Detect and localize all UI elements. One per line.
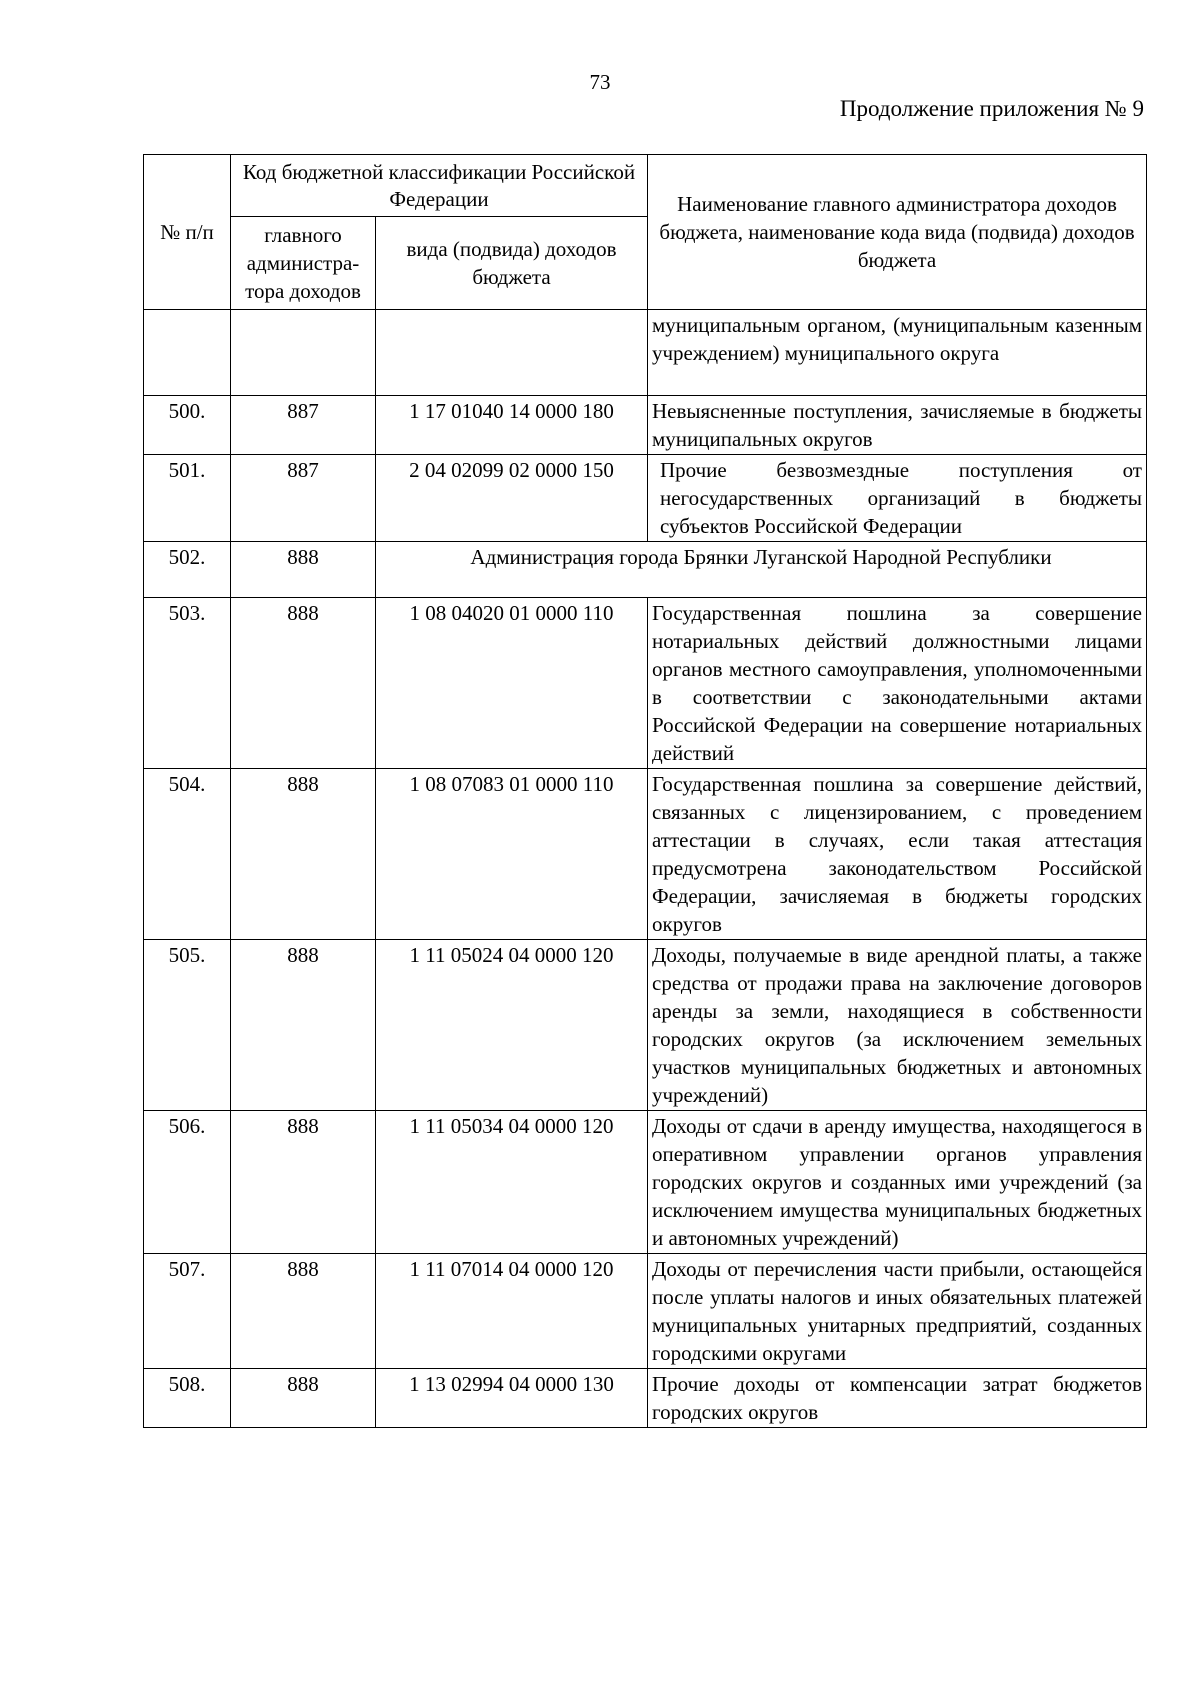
cell-admin: 888: [231, 1254, 376, 1369]
cell-code: 1 11 07014 04 0000 120: [376, 1254, 648, 1369]
cell-name: Государственная пошлина за совершение действий, связанных с лицензированием, с проведением аттестации в случаях, если такая аттестация предусмотрена законодательством Российской Федерации, зачисляемая в бюджеты городских округов: [648, 769, 1147, 940]
cell-num: [144, 310, 231, 396]
table-row: [144, 769, 1147, 940]
header-name: Наименование главного администратора доходов бюджета, наименование кода вида (подвида) доходов бюджета: [648, 155, 1147, 310]
cell-code: 1 11 05024 04 0000 120: [376, 940, 648, 1111]
cell-code: 2 04 02099 02 0000 150: [376, 455, 648, 542]
table-row: [144, 1369, 1147, 1428]
cell-name: муниципальным органом, (муниципальным казенным учреждением) муниципального округа: [648, 310, 1147, 396]
cell-code: 1 13 02994 04 0000 130: [376, 1369, 648, 1428]
cell-admin: 888: [231, 1369, 376, 1428]
table-row: [144, 940, 1147, 1111]
table-row: [144, 396, 1147, 455]
header-admin: главного администра-тора доходов: [231, 217, 376, 310]
cell-admin: [231, 310, 376, 396]
cell-name: Прочие безвозмездные поступления от негосударственных организаций в бюджеты субъектов Российской Федерации: [648, 455, 1147, 542]
cell-admin: 887: [231, 455, 376, 542]
header-classification-group: Код бюджетной классификации Российской Федерации: [231, 155, 648, 217]
cell-name: Доходы от перечисления части прибыли, остающейся после уплаты налогов и иных обязательных платежей муниципальных унитарных предприятий, созданных городскими округами: [648, 1254, 1147, 1369]
cell-num: 507.: [144, 1254, 231, 1369]
cell-name: Доходы от сдачи в аренду имущества, находящегося в оперативном управлении органов управления городских округов и созданных ими учреждений (за исключением имущества муниципальных бюджетных и автономных учреждений): [648, 1111, 1147, 1254]
cell-num: 508.: [144, 1369, 231, 1428]
table-row-administrator: [144, 542, 1147, 598]
cell-admin: 888: [231, 1111, 376, 1254]
table-row: [144, 1254, 1147, 1369]
cell-code: 1 11 05034 04 0000 120: [376, 1111, 648, 1254]
budget-classification-table: [143, 154, 1147, 1428]
table-row: [144, 1111, 1147, 1254]
cell-num: 504.: [144, 769, 231, 940]
cell-num: 502.: [144, 542, 231, 598]
table-row: [144, 598, 1147, 769]
cell-num: 503.: [144, 598, 231, 769]
cell-name: Доходы, получаемые в виде арендной платы, а также средства от продажи права на заключение договоров аренды за земли, находящиеся в собственности городских округов (за исключением земельных участков муниципальных бюджетных и автономных учреждений): [648, 940, 1147, 1111]
cell-num: 501.: [144, 455, 231, 542]
cell-name: Прочие доходы от компенсации затрат бюджетов городских округов: [648, 1369, 1147, 1428]
table-row: [144, 455, 1147, 542]
table-header: [144, 155, 1147, 310]
cell-code: 1 17 01040 14 0000 180: [376, 396, 648, 455]
header-code: вида (подвида) доходов бюджета: [376, 217, 648, 310]
cell-admin: 888: [231, 598, 376, 769]
cell-code: 1 08 04020 01 0000 110: [376, 598, 648, 769]
cell-admin: 888: [231, 769, 376, 940]
header-num: № п/п: [144, 155, 231, 310]
cell-name: Невыясненные поступления, зачисляемые в бюджеты муниципальных округов: [648, 396, 1147, 455]
cell-num: 500.: [144, 396, 231, 455]
cell-admin: 887: [231, 396, 376, 455]
cell-admin: 888: [231, 940, 376, 1111]
cell-admin: 888: [231, 542, 376, 598]
page-number: 73: [589, 70, 611, 94]
appendix-header: Продолжение приложения № 9: [839, 96, 1144, 121]
cell-num: 505.: [144, 940, 231, 1111]
cell-code: [376, 310, 648, 396]
table-row-continuation: [144, 310, 1147, 396]
cell-code: 1 08 07083 01 0000 110: [376, 769, 648, 940]
cell-name: Государственная пошлина за совершение нотариальных действий должностными лицами органов местного самоуправления, уполномоченными в соответствии с законодательными актами Российской Федерации на совершение нотариальных действий: [648, 598, 1147, 769]
administrator-name: Администрация города Брянки Луганской Народной Республики: [376, 542, 1147, 598]
cell-num: 506.: [144, 1111, 231, 1254]
